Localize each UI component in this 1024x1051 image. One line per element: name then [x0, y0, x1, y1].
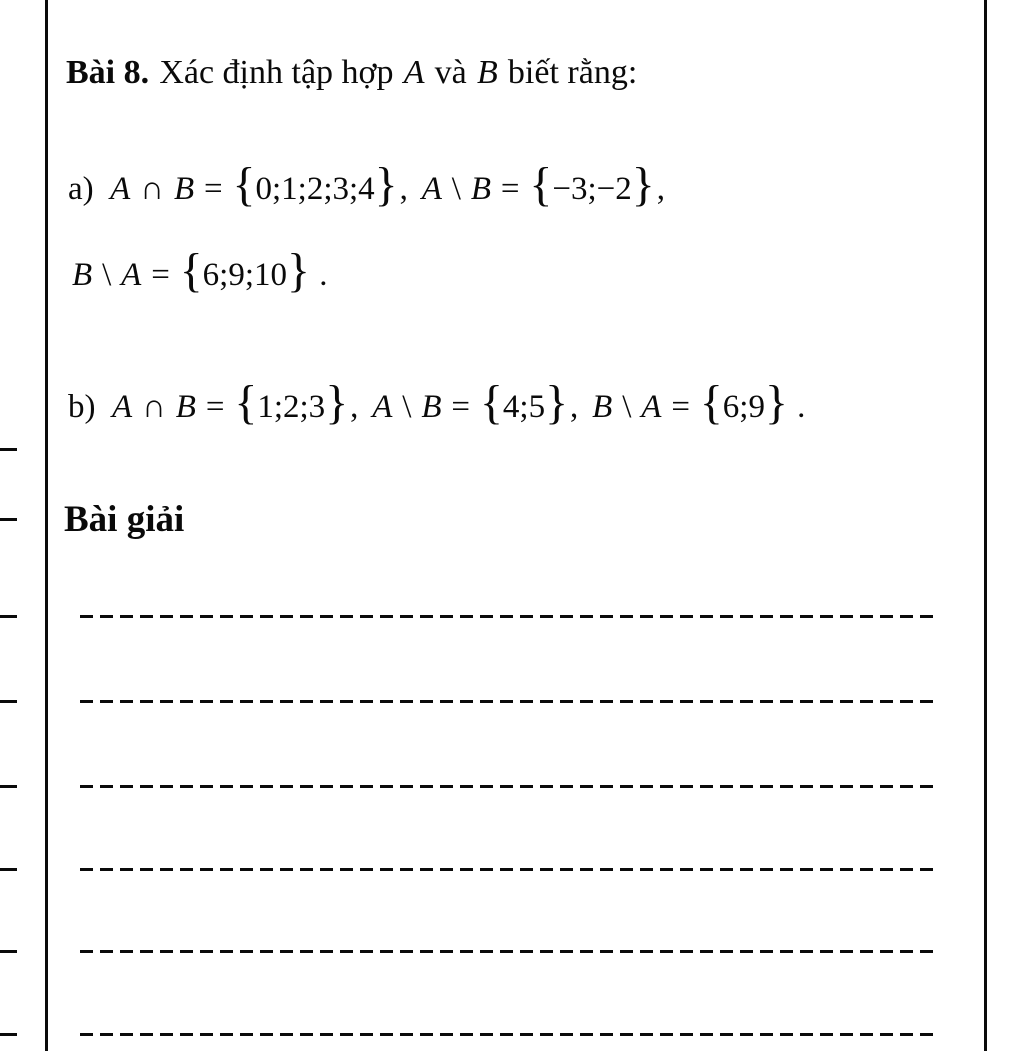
open-brace: {: [179, 244, 203, 297]
right-vertical-rule: [984, 0, 987, 1051]
margin-line-fragment: [0, 615, 17, 618]
left-vertical-rule: [45, 0, 48, 1051]
open-brace: {: [529, 158, 553, 211]
close-brace: }: [325, 376, 349, 429]
open-brace: {: [479, 376, 503, 429]
set-b-minus-a: 6;9;10: [202, 257, 288, 293]
problem-a-line2: [72, 244, 328, 297]
var-A: A: [112, 389, 133, 425]
answer-line: [80, 1033, 940, 1036]
close-brace: }: [631, 158, 655, 211]
solution-heading: Bài giải: [64, 499, 185, 540]
close-brace: }: [545, 376, 569, 429]
margin-line-fragment: [0, 868, 17, 871]
period: .: [319, 257, 328, 293]
var-A: A: [641, 389, 662, 425]
title-text: và: [434, 54, 467, 91]
close-brace: }: [287, 244, 310, 297]
margin-line-fragment: [0, 448, 17, 451]
var-B: B: [421, 389, 442, 425]
equals-symbol: =: [205, 389, 225, 425]
var-A: A: [421, 171, 442, 207]
equals-symbol: =: [151, 257, 170, 293]
open-brace: {: [234, 376, 258, 429]
item-b-label: b): [68, 389, 96, 425]
margin-line-fragment: [0, 950, 17, 953]
open-brace: {: [699, 376, 723, 429]
item-a-label: a): [68, 171, 94, 207]
var-A: A: [372, 389, 393, 425]
set-a-minus-b: −3;−2: [552, 171, 632, 207]
answer-line: [80, 868, 940, 871]
period: .: [797, 389, 806, 425]
var-A: A: [110, 171, 131, 207]
comma: ,: [656, 171, 665, 207]
equals-symbol: =: [204, 171, 223, 207]
var-B: B: [476, 54, 498, 91]
open-brace: {: [232, 158, 256, 211]
setminus-symbol: \: [451, 171, 461, 207]
answer-line: [80, 785, 940, 788]
intersect-symbol: ∩: [140, 171, 165, 207]
margin-line-fragment: [0, 1033, 17, 1036]
problem-b-line: [68, 376, 806, 429]
set-a-minus-b: 4;5: [502, 389, 546, 425]
setminus-symbol: \: [402, 389, 412, 425]
equals-symbol: =: [500, 171, 520, 207]
exercise-title: [66, 54, 637, 92]
margin-line-fragment: [0, 518, 17, 521]
set-b-intersection: 1;2;3: [257, 389, 326, 425]
set-b-minus-a: 6;9: [722, 389, 765, 425]
intersect-symbol: ∩: [142, 389, 166, 425]
margin-line-fragment: [0, 700, 17, 703]
var-A: A: [403, 54, 425, 91]
answer-line: [80, 615, 940, 618]
close-brace: }: [374, 158, 398, 211]
comma: ,: [350, 389, 359, 425]
exercise-number: Bài 8.: [66, 54, 150, 91]
comma: ,: [399, 171, 408, 207]
var-B: B: [470, 171, 492, 207]
equals-symbol: =: [451, 389, 471, 425]
title-text: Xác định tập hợp: [159, 54, 394, 91]
answer-line: [80, 700, 940, 703]
answer-line: [80, 950, 940, 953]
setminus-symbol: \: [622, 389, 632, 425]
set-a-intersection: 0;1;2;3;4: [255, 171, 375, 207]
var-B: B: [72, 257, 93, 293]
var-A: A: [121, 257, 142, 293]
setminus-symbol: \: [102, 257, 112, 293]
comma: ,: [570, 389, 579, 425]
close-brace: }: [764, 376, 788, 429]
var-B: B: [173, 171, 195, 207]
title-text: biết rằng:: [507, 54, 638, 91]
equals-symbol: =: [671, 389, 690, 425]
var-B: B: [175, 389, 196, 425]
var-B: B: [592, 389, 613, 425]
margin-line-fragment: [0, 785, 17, 788]
problem-a-line1: [68, 158, 679, 211]
